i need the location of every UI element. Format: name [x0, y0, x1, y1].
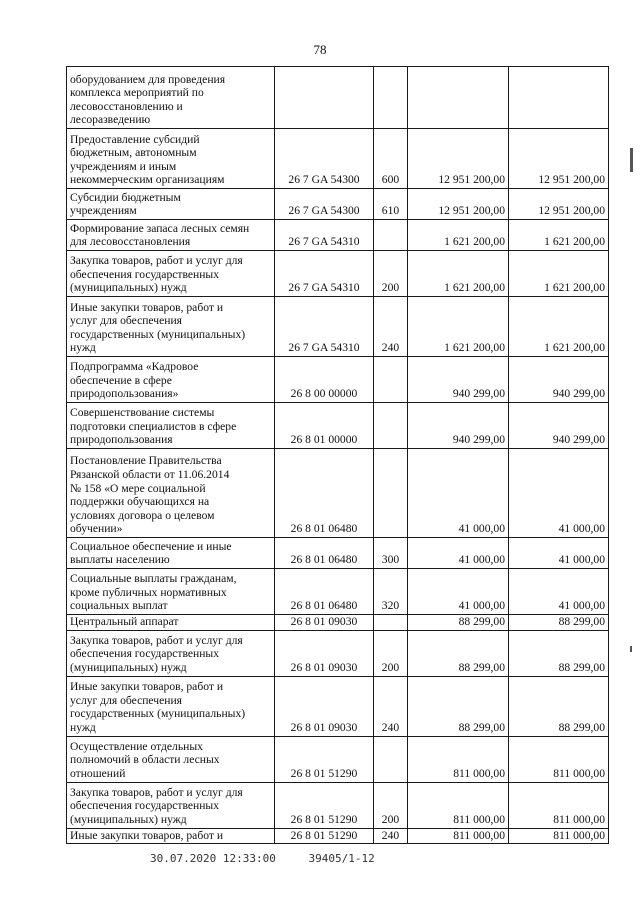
- footer-document-id: 39405/1-12: [308, 852, 375, 865]
- row-amount-2: 88 299,00: [509, 630, 609, 676]
- row-expense-type: [374, 67, 408, 129]
- row-amount-2: 811 000,00: [509, 828, 609, 844]
- scan-edge-mark: [630, 646, 632, 652]
- row-amount-1: 1 621 200,00: [408, 297, 509, 357]
- row-expense-type: 200: [374, 630, 408, 676]
- footer-timestamp: 30.07.2020 12:33:00: [150, 852, 276, 865]
- row-expense-type: 320: [374, 569, 408, 615]
- row-code: 26 7 GA 54300: [275, 189, 374, 220]
- row-code: 26 8 01 06480: [275, 538, 374, 569]
- row-amount-2: 1 621 200,00: [509, 297, 609, 357]
- row-expense-type: [374, 357, 408, 403]
- row-code: 26 8 01 51290: [275, 782, 374, 828]
- row-amount-2: 41 000,00: [509, 569, 609, 615]
- table-row: [67, 357, 609, 403]
- row-code: 26 7 GA 54310: [275, 220, 374, 251]
- row-amount-2: 811 000,00: [509, 736, 609, 782]
- row-name: Социальное обеспечение и иные выплаты населению: [67, 538, 275, 569]
- row-expense-type: 600: [374, 129, 408, 189]
- row-name: Иные закупки товаров, работ и услуг для обеспечения государственных (муниципальных) нужд: [67, 676, 275, 736]
- row-name: Постановление Правительства Рязанской области от 11.06.2014 № 158 «О мере социальной поддержки обучающихся на условиях договора о целевом обучении»: [67, 449, 275, 538]
- table-row: [67, 538, 609, 569]
- row-amount-2: 1 621 200,00: [509, 220, 609, 251]
- row-amount-2: 41 000,00: [509, 538, 609, 569]
- row-amount-2: 1 621 200,00: [509, 251, 609, 297]
- row-code: 26 8 00 00000: [275, 357, 374, 403]
- row-expense-type: 240: [374, 828, 408, 844]
- row-amount-1: 12 951 200,00: [408, 129, 509, 189]
- table-row: [67, 189, 609, 220]
- table-row: [67, 129, 609, 189]
- table-row: [67, 403, 609, 449]
- table-row: [67, 297, 609, 357]
- row-expense-type: [374, 615, 408, 631]
- row-code: 26 8 01 09030: [275, 676, 374, 736]
- row-expense-type: 200: [374, 251, 408, 297]
- row-amount-1: 940 299,00: [408, 403, 509, 449]
- row-amount-1: 41 000,00: [408, 538, 509, 569]
- scan-edge-mark: [630, 148, 633, 172]
- table-row: [67, 828, 609, 844]
- row-amount-2: 940 299,00: [509, 357, 609, 403]
- row-expense-type: [374, 220, 408, 251]
- row-code: 26 8 01 51290: [275, 736, 374, 782]
- row-expense-type: [374, 736, 408, 782]
- table-row: [67, 251, 609, 297]
- table-row: [67, 220, 609, 251]
- table-row: [67, 630, 609, 676]
- row-name: Иные закупки товаров, работ и услуг для обеспечения государственных (муниципальных) нужд: [67, 297, 275, 357]
- table-row: [67, 676, 609, 736]
- row-expense-type: 200: [374, 782, 408, 828]
- row-amount-1: 12 951 200,00: [408, 189, 509, 220]
- row-code: 26 8 01 00000: [275, 403, 374, 449]
- row-expense-type: [374, 449, 408, 538]
- row-expense-type: [374, 403, 408, 449]
- row-code: 26 7 GA 54300: [275, 129, 374, 189]
- row-code: 26 7 GA 54310: [275, 251, 374, 297]
- row-code: 26 8 01 06480: [275, 569, 374, 615]
- table-row: [67, 449, 609, 538]
- row-amount-1: 41 000,00: [408, 449, 509, 538]
- row-amount-2: 88 299,00: [509, 615, 609, 631]
- page-number: 78: [313, 42, 327, 57]
- document-footer: [150, 852, 375, 865]
- row-amount-1: 811 000,00: [408, 736, 509, 782]
- row-name: оборудованием для проведения комплекса мероприятий по лесовосстановлению и лесоразведению: [67, 67, 275, 129]
- table-row: [67, 736, 609, 782]
- row-code: 26 8 01 09030: [275, 615, 374, 631]
- row-amount-2: 811 000,00: [509, 782, 609, 828]
- row-name: Предоставление субсидий бюджетным, автономным учреждениям и иным некоммерческим организациям: [67, 129, 275, 189]
- row-amount-1: 88 299,00: [408, 630, 509, 676]
- row-name: Закупка товаров, работ и услуг для обеспечения государственных (муниципальных) нужд: [67, 251, 275, 297]
- row-amount-1: [408, 67, 509, 129]
- row-amount-1: 811 000,00: [408, 828, 509, 844]
- row-amount-1: 88 299,00: [408, 676, 509, 736]
- row-name: Закупка товаров, работ и услуг для обеспечения государственных (муниципальных) нужд: [67, 630, 275, 676]
- row-amount-1: 811 000,00: [408, 782, 509, 828]
- budget-table: [66, 66, 609, 844]
- row-amount-2: 12 951 200,00: [509, 129, 609, 189]
- row-name: Совершенствование системы подготовки специалистов в сфере природопользования: [67, 403, 275, 449]
- row-name: Иные закупки товаров, работ и: [67, 828, 275, 844]
- row-expense-type: 610: [374, 189, 408, 220]
- row-expense-type: 240: [374, 676, 408, 736]
- row-code: 26 7 GA 54310: [275, 297, 374, 357]
- row-amount-1: 940 299,00: [408, 357, 509, 403]
- row-amount-2: 41 000,00: [509, 449, 609, 538]
- row-amount-2: 88 299,00: [509, 676, 609, 736]
- row-expense-type: 240: [374, 297, 408, 357]
- row-name: Закупка товаров, работ и услуг для обеспечения государственных (муниципальных) нужд: [67, 782, 275, 828]
- row-amount-1: 41 000,00: [408, 569, 509, 615]
- row-name: Субсидии бюджетным учреждениям: [67, 189, 275, 220]
- row-expense-type: 300: [374, 538, 408, 569]
- row-code: 26 8 01 09030: [275, 630, 374, 676]
- row-name: Социальные выплаты гражданам, кроме публичных нормативных социальных выплат: [67, 569, 275, 615]
- row-amount-2: 12 951 200,00: [509, 189, 609, 220]
- row-amount-1: 1 621 200,00: [408, 220, 509, 251]
- row-name: Формирование запаса лесных семян для лесовосстановления: [67, 220, 275, 251]
- row-code: [275, 67, 374, 129]
- row-name: Центральный аппарат: [67, 615, 275, 631]
- row-code: 26 8 01 51290: [275, 828, 374, 844]
- row-amount-2: 940 299,00: [509, 403, 609, 449]
- table-row: [67, 67, 609, 129]
- row-name: Подпрограмма «Кадровое обеспечение в сфере природопользования»: [67, 357, 275, 403]
- table-row: [67, 615, 609, 631]
- row-name: Осуществление отдельных полномочий в области лесных отношений: [67, 736, 275, 782]
- table-row: [67, 569, 609, 615]
- row-amount-1: 88 299,00: [408, 615, 509, 631]
- row-code: 26 8 01 06480: [275, 449, 374, 538]
- row-amount-2: [509, 67, 609, 129]
- row-amount-1: 1 621 200,00: [408, 251, 509, 297]
- table-row: [67, 782, 609, 828]
